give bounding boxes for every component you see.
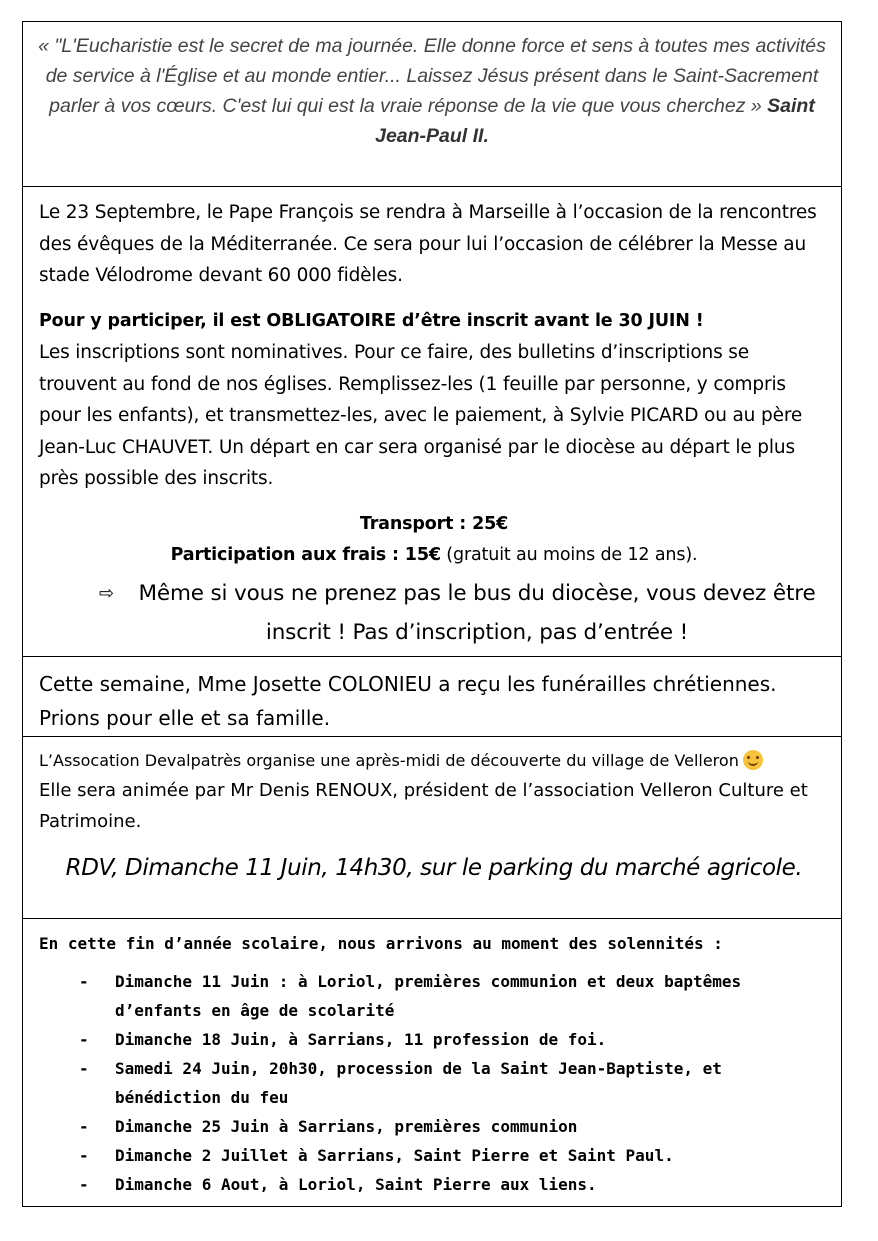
arrow-note-text: Même si vous ne prenez pas le bus du diocèse, vous devez être inscrit ! Pas d’inscription, pas d’entrée ! bbox=[138, 580, 816, 645]
list-item: - Dimanche 6 Aout, à Loriol, Saint Pierre aux liens. bbox=[79, 1175, 597, 1194]
association-line2: Elle sera animée par Mr Denis RENOUX, président de l’association Velleron Culture et Patrimoine. bbox=[39, 780, 808, 832]
quote-text: « "L'Eucharistie est le secret de ma journée. Elle donne force et sens à toutes mes activités de service à l'Église et au monde entier... Laissez Jésus présent dans le Saint-Sacrement parler à vos cœurs. C'est lui qui est la vraie réponse de la vie que vous cherchez » bbox=[38, 35, 826, 117]
funeral-text: Cette semaine, Mme Josette COLONIEU a reçu les funérailles chrétiennes. Prions pour elle et sa famille. bbox=[39, 672, 777, 730]
list-item: - Dimanche 18 Juin, à Sarrians, 11 profession de foi. bbox=[79, 1030, 607, 1049]
quote-author: Saint Jean-Paul II. bbox=[375, 95, 815, 147]
solemnities-box bbox=[23, 919, 841, 1206]
list-item: - Dimanche 25 Juin à Sarrians, premières communion bbox=[79, 1117, 578, 1136]
list-item: - Dimanche 2 Juillet à Sarrians, Saint Pierre et Saint Paul. bbox=[79, 1146, 674, 1165]
transport-price: Transport : 25€ bbox=[359, 513, 509, 534]
quote bbox=[23, 22, 841, 151]
smiley-icon bbox=[743, 750, 763, 770]
registration-deadline: Pour y participer, il est OBLIGATOIRE d’être inscrit avant le 30 JUIN ! bbox=[39, 310, 704, 331]
arrow-note bbox=[39, 574, 829, 652]
association-line1: L’Assocation Devalpatrès organise une après-midi de découverte du village de Velleron bbox=[39, 747, 829, 775]
list-item: - Dimanche 11 Juin : à Loriol, premières communion et deux baptêmes d’enfants en âge de scolarité bbox=[79, 972, 742, 1020]
participation-fee bbox=[39, 540, 829, 572]
list-item: - Samedi 24 Juin, 20h30, procession de la Saint Jean-Baptiste, et bénédiction du feu bbox=[79, 1059, 722, 1107]
bulletin-page bbox=[22, 21, 842, 1207]
fee-label: Participation aux frais : 15€ bbox=[170, 545, 441, 565]
pope-visit-intro: Le 23 Septembre, le Pape François se rendra à Marseille à l’occasion de la rencontres des évêques de la Méditerranée. Ce sera pour lui l’occasion de célébrer la Messe au stade Vélodrome devant 60 000 fidèles. bbox=[39, 202, 817, 286]
solemnities-intro: En cette fin d’année scolaire, nous arrivons au moment des solennités : bbox=[39, 934, 723, 953]
association-box bbox=[23, 737, 841, 919]
quote-box bbox=[23, 22, 841, 187]
pope-visit-box bbox=[23, 187, 841, 657]
registration-details: Les inscriptions sont nominatives. Pour ce faire, des bulletins d’inscriptions se trouvent au fond de nos églises. Remplissez-les (1 feuille par personne, y compris pour les enfants), et transmettez-les, avec le paiement, à Sylvie PICARD ou au père Jean-Luc CHAUVET. Un départ en car sera organisé par le diocèse au départ le plus près possible des inscrits. bbox=[39, 342, 803, 489]
fee-note: (gratuit au moins de 12 ans). bbox=[440, 545, 698, 565]
solemnities-list bbox=[39, 967, 829, 1199]
funeral-box bbox=[23, 657, 841, 737]
rdv-text: RDV, Dimanche 11 Juin, 14h30, sur le parking du marché agricole. bbox=[65, 855, 803, 881]
arrow-right-icon: ⇨ bbox=[99, 582, 114, 604]
